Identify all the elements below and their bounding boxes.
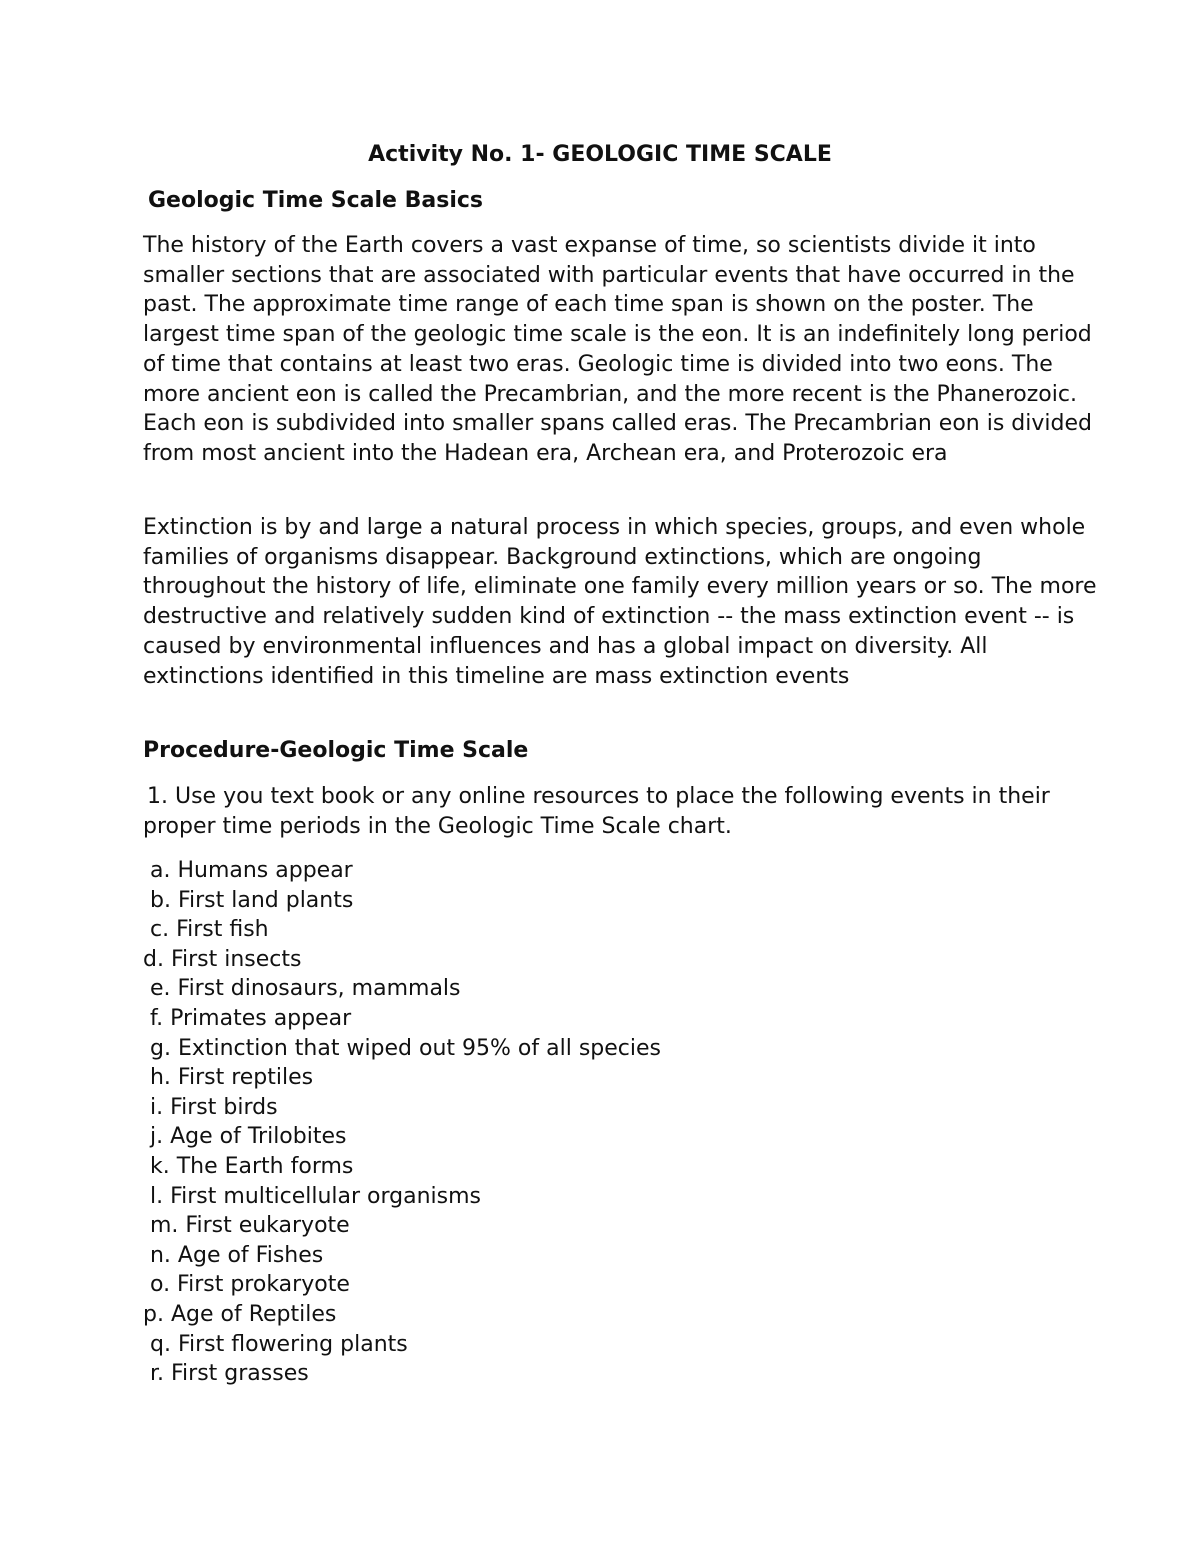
list-item: g. Extinction that wiped out 95% of all species [143,1035,661,1061]
list-item: c. First fish [143,917,269,943]
list-item: p. Age of Reptiles [143,1301,337,1327]
list-item: l. First multicellular organisms [143,1183,482,1209]
list-item: d. First insects [143,946,302,972]
page-title: Activity No. 1- GEOLOGIC TIME SCALE [368,142,832,167]
paragraph-eons: The history of the Earth covers a vast expanse of time, so scientists divide it into smaller sections that are associated with particular events that have occurred in the past. The approximate time range of each time span is shown on the poster. The largest time span of the geologic time scale is the eon. It is an indefinitely long period of time that contains at least two eras. Geologic time is divided into two eons. The more ancient eon is called the Precambrian, and the more recent is the Phanerozoic. Each eon is subdivided into smaller spans called eras. The Precambrian eon is divided from most ancient into the Hadean era, Archean era, and Proterozoic era [143,233,1092,466]
list-item: q. First flowering plants [143,1331,408,1357]
list-item: i. First birds [143,1094,278,1120]
list-item: n. Age of Fishes [143,1242,324,1268]
list-item: r. First grasses [143,1361,309,1387]
list-item: j. Age of Trilobites [143,1124,347,1150]
procedure-step-1 [143,782,1103,841]
list-item: a. Humans appear [143,858,353,883]
list-item: b. First land plants [143,887,354,913]
list-item: k. The Earth forms [143,1153,354,1179]
list-item: h. First reptiles [143,1065,314,1091]
section-heading-basics: Geologic Time Scale Basics [148,188,484,213]
procedure-step-1-text: 1. Use you text book or any online resources to place the following events in their proper time periods in the Geologic Time Scale chart. [143,784,1050,839]
list-item: e. First dinosaurs, mammals [143,976,461,1002]
list-item: f. Primates appear [143,1005,352,1031]
list-item: o. First prokaryote [143,1272,350,1298]
events-list [143,856,661,1389]
paragraph-extinction: Extinction is by and large a natural process in which species, groups, and even whole families of organisms disappear. Background extinctions, which are ongoing throughout the history of life, eliminate one family every million years or so. The more destructive and relatively sudden kind of extinction -- the mass extinction event -- is caused by environmental influences and has a global impact on diversity. All extinctions identified in this timeline are mass extinction events [143,515,1097,689]
list-item: m. First eukaryote [143,1213,350,1239]
section-heading-procedure: Procedure-Geologic Time Scale [143,738,529,763]
